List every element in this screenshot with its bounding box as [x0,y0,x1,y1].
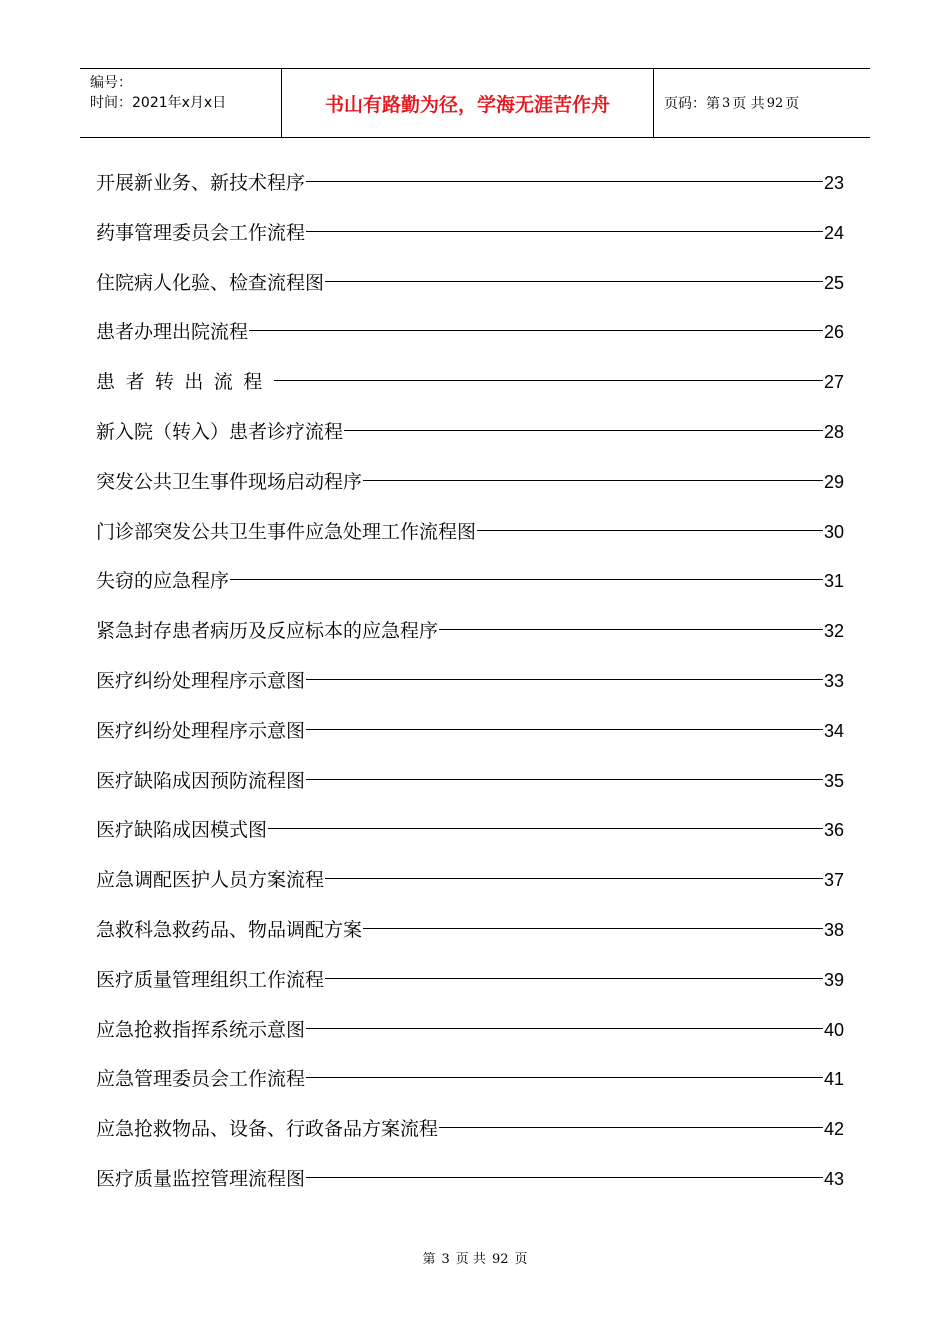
toc-entry-title: 药事管理委员会工作流程 [96,221,306,244]
footer-total: 92 [491,1252,509,1267]
toc-entry-title: 医疗纠纷处理程序示意图 [96,669,306,692]
toc-entry-title: 应急调配医护人员方案流程 [96,869,325,892]
toc-leader-line [306,679,823,680]
footer-current: 3 [441,1252,450,1267]
footer-prefix: 第 [422,1252,436,1267]
toc-entry[interactable] [96,467,844,517]
toc-entry-title: 应急抢救指挥系统示意图 [96,1018,306,1041]
toc-leader-line [344,430,823,431]
toc-leader-line [306,1177,823,1178]
toc-entry-page: 25 [823,272,844,293]
page-header [80,68,870,138]
toc-entry-title: 应急管理委员会工作流程 [96,1068,306,1091]
toc-leader-line [477,530,823,531]
header-page-middle: 页 共 [732,96,765,112]
toc-entry[interactable] [96,268,844,318]
toc-entry-title: 医疗缺陷成因预防流程图 [96,769,306,792]
toc-entry-page: 26 [823,322,844,343]
toc-entry[interactable] [96,517,844,567]
footer-middle: 页 共 [455,1252,486,1267]
toc-entry-page: 28 [823,421,844,442]
toc-leader-line [325,978,823,979]
toc-entry[interactable] [96,766,844,816]
toc-leader-line [306,729,823,730]
toc-entry[interactable] [96,1114,844,1164]
toc-entry[interactable] [96,417,844,467]
toc-entry-title: 患者办理出院流程 [96,321,249,344]
toc-entry-page: 30 [823,521,844,542]
toc-leader-line [363,928,823,929]
footer-suffix: 页 [514,1252,528,1267]
toc-entry-page: 24 [823,222,844,243]
toc-entry[interactable] [96,1015,844,1065]
toc-entry[interactable] [96,865,844,915]
toc-entry-title: 急救科急救药品、物品调配方案 [96,918,363,941]
toc-entry-title: 门诊部突发公共卫生事件应急处理工作流程图 [96,520,477,543]
toc-entry[interactable] [96,367,844,417]
toc-entry[interactable] [96,317,844,367]
table-of-contents [96,168,844,1214]
header-page-total: 92 [766,95,784,111]
toc-entry-page: 41 [823,1069,844,1090]
toc-entry[interactable] [96,566,844,616]
header-meta [80,69,282,137]
toc-entry[interactable] [96,168,844,218]
toc-entry-title: 患者转出流程 [96,371,273,394]
toc-entry-page: 23 [823,173,844,193]
toc-leader-line [439,629,823,630]
toc-entry-title: 开展新业务、新技术程序 [96,172,306,194]
toc-leader-line [325,878,823,879]
header-page-current: 3 [722,95,731,111]
toc-entry[interactable] [96,218,844,268]
toc-entry[interactable] [96,965,844,1015]
document-time-label: 时间：2021年x月x日 [90,95,227,111]
toc-entry-title: 紧急封存患者病历及反应标本的应急程序 [96,620,439,643]
toc-entry-page: 32 [823,621,844,642]
document-number-label: 编号： [90,75,132,91]
header-page-prefix: 页码：第 [664,96,720,112]
toc-leader-line [306,181,823,182]
toc-entry-page: 29 [823,471,844,492]
toc-leader-line [268,828,823,829]
toc-leader-line [306,779,823,780]
page-footer [0,1248,950,1267]
header-page-info [654,69,870,137]
toc-entry-page: 42 [823,1119,844,1140]
toc-entry-page: 33 [823,670,844,691]
toc-entry-title: 医疗质量管理组织工作流程 [96,968,325,991]
toc-leader-line [325,281,823,282]
toc-entry-title: 医疗缺陷成因模式图 [96,819,268,842]
toc-entry[interactable] [96,616,844,666]
toc-leader-line [306,1077,823,1078]
toc-entry[interactable] [96,666,844,716]
toc-entry-page: 37 [823,870,844,891]
header-motto: 书山有路勤为径，学海无涯苦作舟 [282,69,654,137]
toc-entry-title: 失窃的应急程序 [96,570,230,593]
toc-entry-page: 39 [823,969,844,990]
toc-leader-line [306,1028,823,1029]
toc-leader-line [363,480,823,481]
toc-entry-page: 43 [823,1168,844,1189]
toc-entry-title: 住院病人化验、检查流程图 [96,271,325,294]
toc-entry-page: 36 [823,820,844,841]
toc-entry[interactable] [96,716,844,766]
toc-entry-page: 35 [823,770,844,791]
toc-leader-line [439,1127,823,1128]
toc-entry-page: 40 [823,1019,844,1040]
toc-entry[interactable] [96,815,844,865]
header-page-suffix: 页 [785,96,800,112]
toc-entry-title: 新入院（转入）患者诊疗流程 [96,420,344,443]
toc-entry-title: 医疗纠纷处理程序示意图 [96,719,306,742]
toc-leader-line [274,380,823,381]
toc-entry-page: 34 [823,720,844,741]
toc-entry[interactable] [96,1164,844,1214]
toc-entry-page: 31 [823,571,844,592]
toc-leader-line [306,231,823,232]
toc-entry-page: 27 [823,372,844,393]
toc-entry-title: 突发公共卫生事件现场启动程序 [96,470,363,493]
toc-entry-title: 应急抢救物品、设备、行政备品方案流程 [96,1118,439,1141]
toc-entry[interactable] [96,915,844,965]
toc-entry-page: 38 [823,919,844,940]
toc-entry-title: 医疗质量监控管理流程图 [96,1167,306,1190]
toc-leader-line [249,330,823,331]
toc-entry[interactable] [96,1064,844,1114]
toc-leader-line [230,579,823,580]
